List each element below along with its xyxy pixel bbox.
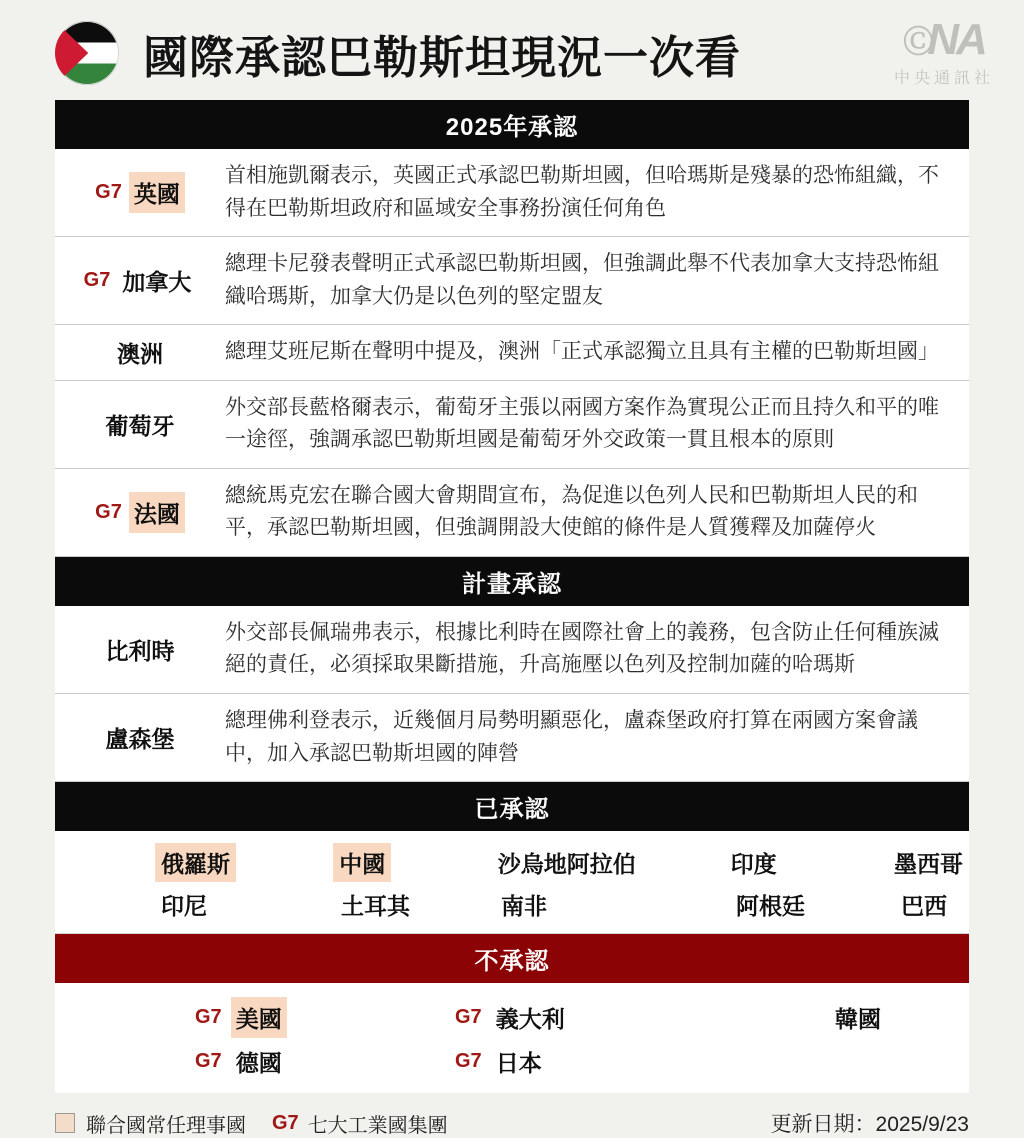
g7-badge: G7 [455, 1005, 482, 1028]
country-item [155, 843, 333, 882]
footer-legend [0, 1093, 1024, 1138]
country-name: 比利時 [105, 637, 175, 664]
section-banner-not-recognized: 不承認 [55, 934, 969, 983]
country-item [455, 997, 785, 1038]
country-name: 阿根廷 [736, 892, 805, 919]
cna-logo [893, 15, 994, 88]
section-banner-already: 已承認 [55, 782, 969, 831]
country-item [725, 843, 888, 882]
country-description: 外交部長佩瑞弗表示，根據比利時在國際社會上的義務，包含防止任何種族滅絕的責任，必須採取果斷措施，升高施壓以色列及控制加薩的哈瑪斯 [225, 620, 939, 677]
country-description: 首相施凱爾表示，英國正式承認巴勒斯坦國，但哈瑪斯是殘暴的恐怖組織，不得在巴勒斯坦政府和區域安全事務扮演任何角色 [225, 164, 939, 220]
country-name: 加拿大 [122, 269, 192, 296]
palestine-flag-icon [55, 21, 119, 85]
table-row-canada [55, 237, 969, 325]
not-recognized-row-2 [195, 1039, 969, 1083]
main-content [55, 100, 969, 1093]
table-row-portugal [55, 381, 969, 469]
un-legend-label: 聯合國常任理事國 [86, 1114, 246, 1137]
cna-logo-subtitle: 中央通訊社 [893, 70, 994, 87]
un-permanent-member-legend-swatch [55, 1113, 75, 1133]
country-item [895, 885, 969, 924]
country-name: 南非 [501, 892, 547, 919]
country-name: 俄羅斯 [155, 843, 236, 882]
country-item [455, 1041, 785, 1082]
country-description: 外交部長藍格爾表示，葡萄牙主張以兩國方案作為實現公正而且持久和平的唯一途徑，強調承認巴勒斯坦國是葡萄牙外交政策一貫且根本的原則 [225, 395, 939, 452]
country-name: 英國 [129, 172, 185, 213]
country-name: 法國 [129, 492, 185, 533]
country-name: 美國 [231, 997, 287, 1038]
country-name: 印尼 [161, 892, 207, 919]
page-title: 國際承認巴勒斯坦現況一次看 [143, 31, 742, 83]
country-cell [55, 172, 225, 213]
country-name: 巴西 [901, 892, 947, 919]
country-name: 德國 [235, 1049, 282, 1076]
country-item [333, 843, 491, 882]
cna-logo-letters: NA [927, 15, 985, 64]
country-item [888, 843, 969, 882]
country-item [195, 1041, 455, 1082]
already-row-2 [155, 883, 969, 925]
country-description: 總理卡尼發表聲明正式承認巴勒斯坦國，但強調此舉不代表加拿大支持恐怖組織哈瑪斯，加拿大仍是以色列的堅定盟友 [225, 252, 939, 308]
cna-logo-text [894, 15, 994, 64]
globe-icon: Ⓒ [903, 26, 928, 60]
already-row-1 [155, 841, 969, 883]
g7-badge: G7 [95, 181, 122, 204]
country-cell [55, 629, 225, 670]
table-row-uk [55, 149, 969, 237]
country-item [730, 885, 895, 924]
country-description: 總理佛利登表示，近幾個月局勢明顯惡化，盧森堡政府打算在兩國方案會議中，加入承認巴勒斯坦國的陣營 [225, 709, 918, 765]
country-name: 土耳其 [341, 892, 410, 919]
country-item [335, 885, 495, 924]
section-banner-2025: 2025年承認 [55, 100, 969, 149]
g7-badge: G7 [455, 1049, 482, 1072]
country-name: 墨西哥 [894, 850, 963, 877]
country-description: 總理艾班尼斯在聲明中提及，澳洲「正式承認獨立且具有主權的巴勒斯坦國」 [225, 340, 939, 364]
country-name: 日本 [495, 1049, 542, 1076]
already-recognized-grid [55, 831, 969, 934]
country-name: 沙烏地阿拉伯 [497, 850, 636, 877]
country-name: 印度 [730, 850, 777, 877]
table-row-luxembourg [55, 694, 969, 782]
country-cell [55, 492, 225, 533]
g7-badge: G7 [195, 1005, 222, 1028]
country-cell [55, 260, 225, 301]
section-banner-planned: 計畫承認 [55, 557, 969, 606]
country-item [495, 885, 730, 924]
country-item [785, 997, 969, 1038]
g7-badge: G7 [95, 500, 122, 523]
country-name: 中國 [333, 843, 391, 882]
g7-legend-badge: G7 [272, 1111, 299, 1134]
country-name: 義大利 [495, 1005, 565, 1032]
not-recognized-grid [55, 983, 969, 1093]
country-name: 澳洲 [117, 340, 163, 367]
table-row-france [55, 469, 969, 557]
country-cell [55, 404, 225, 445]
country-cell [55, 332, 225, 373]
table-row-belgium [55, 606, 969, 694]
country-item [155, 885, 335, 924]
country-name: 葡萄牙 [105, 412, 175, 439]
country-name: 韓國 [835, 1005, 881, 1032]
update-date: 更新日期：2025/9/23 [770, 1113, 969, 1137]
country-name: 盧森堡 [105, 726, 175, 753]
header [0, 0, 1024, 100]
country-cell [55, 717, 225, 758]
table-row-australia [55, 325, 969, 381]
g7-badge: G7 [83, 269, 111, 292]
g7-legend-label: 七大工業國集團 [307, 1114, 448, 1137]
not-recognized-row-1 [195, 995, 969, 1039]
g7-badge: G7 [195, 1049, 222, 1072]
country-item [195, 997, 455, 1038]
country-item [492, 843, 725, 882]
country-description: 總統馬克宏在聯合國大會期間宣布，為促進以色列人民和巴勒斯坦人民的和平，承認巴勒斯坦國，但強調開設大使館的條件是人質獲釋及加薩停火 [225, 483, 918, 540]
